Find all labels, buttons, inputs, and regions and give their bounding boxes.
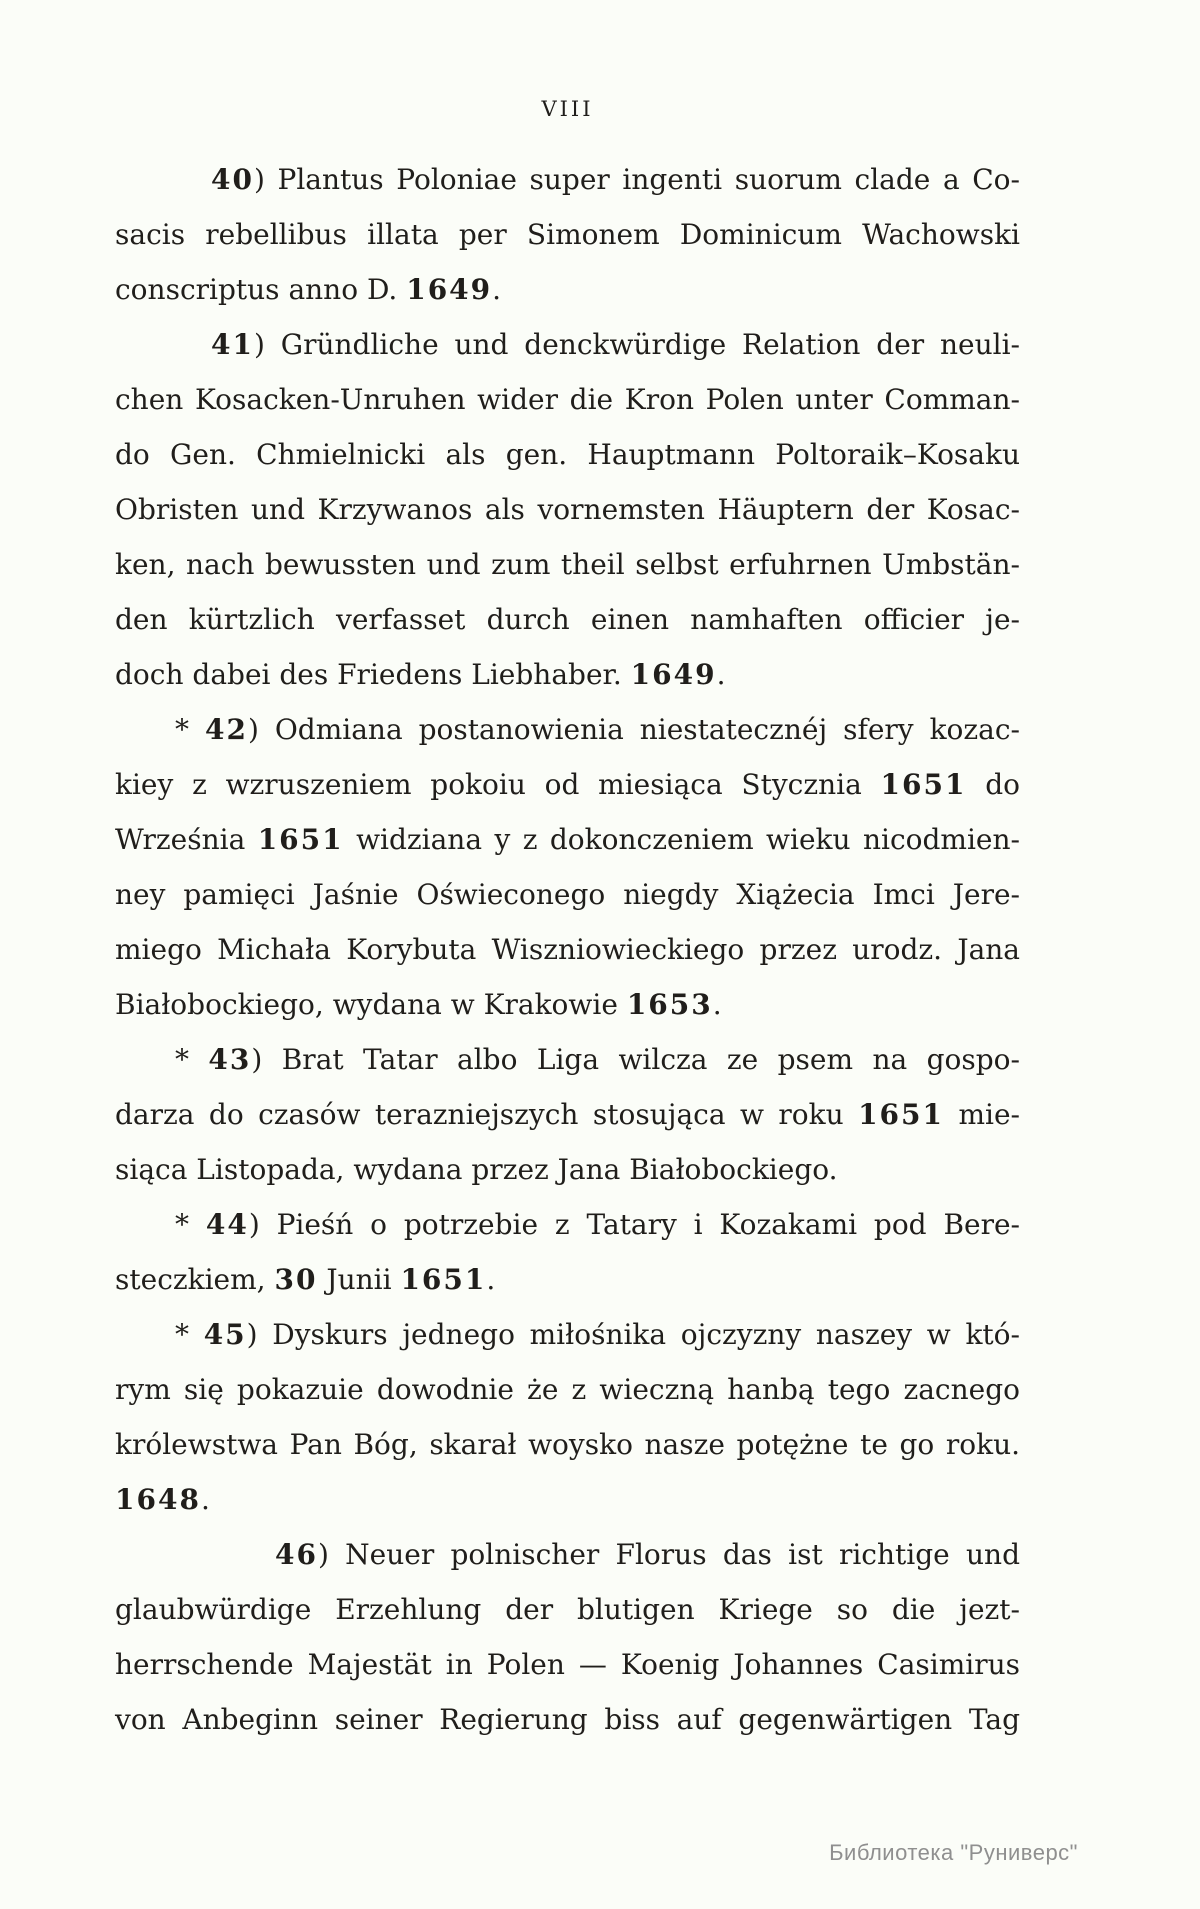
- entry-42: [115, 702, 1020, 1032]
- text-line: herrschende Majestät in Polen — Koenig Johannes Casimirus: [115, 1648, 1020, 1681]
- text-line: 40) Plantus Poloniae super ingenti suorum clade a Co-: [211, 163, 1020, 196]
- text-line: von Anbeginn seiner Regierung biss auf gegenwärtigen Tag: [115, 1703, 1020, 1736]
- text-line: * 42) Odmiana postanowienia niestatecznéj sfery kozac-: [175, 713, 1020, 746]
- text-line: 46) Neuer polnischer Florus das ist richtige und: [275, 1538, 1020, 1571]
- text-line: miego Michała Korybuta Wiszniowieckiego przez urodz. Jana: [115, 933, 1020, 966]
- text-line: kiey z wzruszeniem pokoiu od miesiąca Stycznia 1651 do: [115, 768, 1020, 801]
- text-line: siąca Listopada, wydana przez Jana Białobockiego.: [115, 1153, 838, 1186]
- text-line: * 45) Dyskurs jednego miłośnika ojczyzny naszey w któ-: [175, 1318, 1020, 1351]
- entry-43: [115, 1032, 1020, 1197]
- text-line: * 44) Pieśń o potrzebie z Tatary i Kozakami pod Bere-: [175, 1208, 1021, 1241]
- text-line: do Gen. Chmielnicki als gen. Hauptmann Poltoraik–Kosaku: [115, 438, 1020, 471]
- text-line: * 43) Brat Tatar albo Liga wilcza ze psem na gospo-: [175, 1043, 1020, 1076]
- text-line: chen Kosacken-Unruhen wider die Kron Polen unter Comman-: [115, 383, 1020, 416]
- text-line: doch dabei des Friedens Liebhaber. 1649.: [115, 658, 726, 691]
- text-line: Białobockiego, wydana w Krakowie 1653.: [115, 988, 722, 1021]
- text-line: 41) Gründliche und denckwürdige Relation der neuli-: [211, 328, 1020, 361]
- text-line: Obristen und Krzywanos als vornemsten Häuptern der Kosac-: [115, 493, 1020, 526]
- text-line: 1648.: [115, 1483, 210, 1516]
- entry-46: [115, 1527, 1020, 1747]
- library-watermark: Библиотека "Руниверс": [829, 1840, 1078, 1865]
- text-line: den kürtzlich verfasset durch einen namhaften officier je-: [115, 603, 1020, 636]
- text-line: ney pamięci Jaśnie Oświeconego niegdy Xiążecia Imci Jere-: [115, 878, 1020, 911]
- page-text: [115, 152, 1020, 1747]
- page-number: VIII: [541, 97, 594, 121]
- text-line: królewstwa Pan Bóg, skarał woysko nasze potężne te go roku.: [115, 1428, 1020, 1461]
- text-line: ken, nach bewussten und zum theil selbst erfuhrnen Umbstän-: [115, 548, 1020, 581]
- text-line: Września 1651 widziana y z dokonczeniem wieku nicodmien-: [115, 823, 1020, 856]
- entry-41: [115, 317, 1020, 702]
- text-line: conscriptus anno D. 1649.: [115, 273, 502, 306]
- text-line: glaubwürdige Erzehlung der blutigen Kriege so die jezt-: [115, 1593, 1020, 1626]
- entry-44: [115, 1197, 1020, 1307]
- text-line: sacis rebellibus illata per Simonem Dominicum Wachowski: [115, 218, 1020, 251]
- text-line: darza do czasów terazniejszych stosująca w roku 1651 mie-: [115, 1098, 1020, 1131]
- text-line: rym się pokazuie dowodnie że z wieczną hanbą tego zacnego: [115, 1373, 1020, 1406]
- text-line: steczkiem, 30 Junii 1651.: [115, 1263, 496, 1296]
- entry-40: [115, 152, 1020, 317]
- entry-45: [115, 1307, 1020, 1527]
